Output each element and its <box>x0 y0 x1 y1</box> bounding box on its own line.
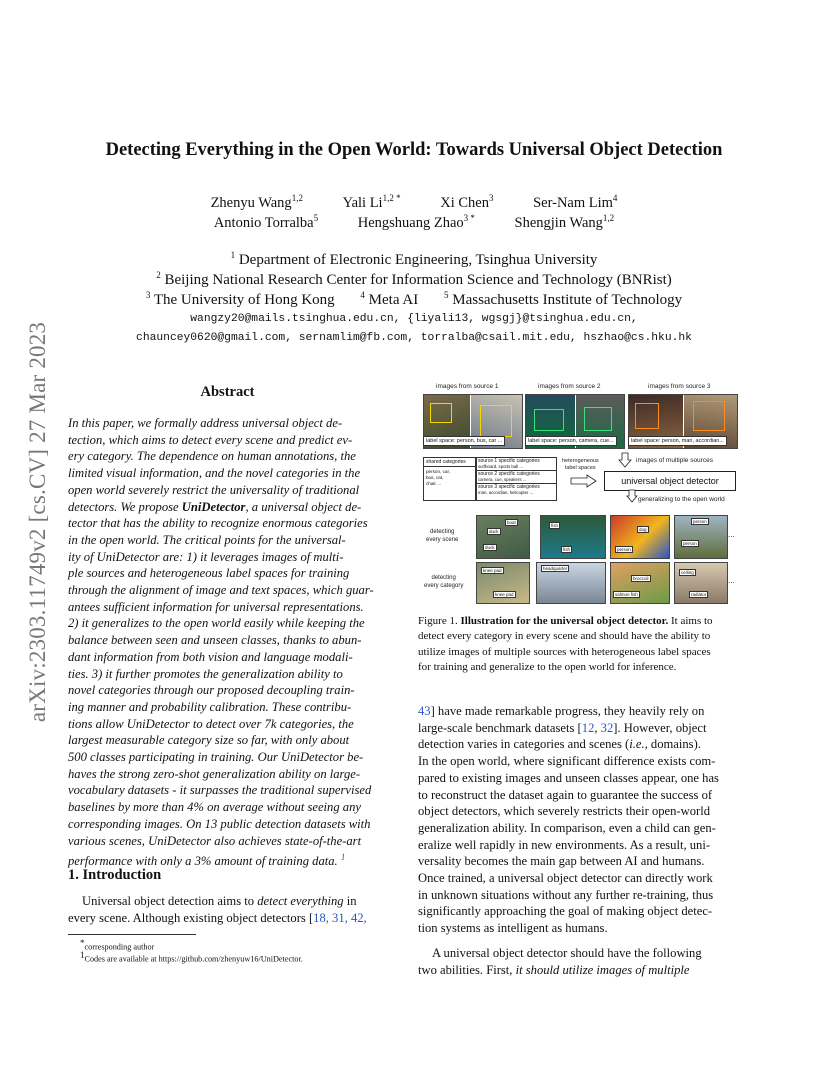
emails-line-2: chauncey0620@gmail.com, sernamlim@fb.com, torralba@csail.mit.edu, hszhao@cs.hku.hk <box>136 332 692 344</box>
shared-categories-box: shared categories person, car, bus, cat, chair ... <box>423 457 477 501</box>
down-arrow-icon <box>626 489 638 503</box>
paper-title: Detecting Everything in the Open World: Towards Universal Object Detection <box>105 140 723 160</box>
category-image: ceiling radiator <box>674 562 728 604</box>
author: Shengjin Wang$^{1,2}$ <box>514 213 615 231</box>
citation-link[interactable]: 43 <box>418 704 431 718</box>
source-3-label: images from source 3 <box>648 383 711 390</box>
label-space-2: label space: person, camera, cue... <box>525 436 617 446</box>
footnote-rule <box>68 934 196 935</box>
authors-line-1 <box>0 193 828 212</box>
source-2-label: images from source 2 <box>538 383 601 390</box>
unidetector-name: UniDetector <box>181 499 246 514</box>
category-image: headquarter <box>536 562 606 604</box>
ellipsis: ... <box>728 576 735 585</box>
arxiv-stamp <box>18 282 58 762</box>
affiliation-1: $^1$ Department of Electronic Engineering, Tsinghua University <box>230 250 598 268</box>
category-image: broccoli salmon fish <box>610 562 670 604</box>
label-space-3: label space: person, man, accordian... <box>628 436 727 446</box>
author: Yali $Li^{1,2 *}$ <box>342 193 401 211</box>
affiliation-2: $^2$ Beijing National Research Center for Information Science and Technology (BNRist) <box>156 270 672 288</box>
scene-image: person person <box>674 515 728 559</box>
figure-1 <box>418 382 740 612</box>
authors-line-2 <box>0 213 828 232</box>
author: Xi Chen$^3$ <box>440 193 494 211</box>
affiliation-3-5: $^3$ The University of Hong Kong $^4$ Meta AI $^5$ Massachusetts Institute of Technology <box>145 290 683 308</box>
author: Ser-Nam Lim$^4$ <box>533 193 618 211</box>
scene-image: boat duck duck <box>476 515 530 559</box>
author: Zhenyu Wang$^{1,2}$ <box>210 193 303 211</box>
heterogeneous-label: heterogeneous label spaces <box>562 458 599 471</box>
multiple-sources-label: images of multiple sources <box>636 457 713 464</box>
every-scene-label: detecting every scene <box>426 529 459 543</box>
scene-image: dog person <box>610 515 670 559</box>
author: Antonio Torralba$^5$ <box>213 213 319 231</box>
every-category-label: detecting every category <box>424 575 464 589</box>
open-world-label: generalizing to the open world <box>638 496 725 503</box>
citation-link[interactable]: 18, 31, 42, <box>313 910 367 925</box>
universal-detector-box: universal object detector <box>604 471 736 491</box>
specific-categories-box: source 1 specific categories surfboard, sports ball ... source 2 specific categories camera, cue, speakers ... source 3 specific categories man, accordian, helicopter ... <box>475 457 557 501</box>
intro-heading: 1. Introduction <box>68 867 162 883</box>
citation-link[interactable]: 12 <box>581 720 595 735</box>
emails-line-1: wangzy20@mails.tsinghua.edu.cn, {liyali13, wgsgj}@tsinghua.edu.cn, <box>190 313 638 325</box>
intro-body-right: 43] have made remarkable progress, they heavily rely on large-scale benchmark datasets [12, 32]. However, object detection varies in categories and scenes (i.e., domains). In the open world, where significant difference exists com- pared to existing images and unseen classes appear, one has to reconstruct the dataset again to guarantee the success of object detectors, which severely restricts their open-world generalization ability. In comparison, even a child can gen- eralize well rapidly in new environments. As a result, uni- versality becomes the main gap between AI and humans. Once trained, a universal object detector can directly work in unknown situations without any further re-training, thus significantly approaching the goal of making object detec- tion systems as intelligent as humans. A universal object detector should have the following two abilities. First, it should utilize images of multiple <box>418 704 719 977</box>
down-arrow-icon <box>618 452 632 468</box>
right-arrow-icon <box>570 474 598 488</box>
source-1-label: images from source 1 <box>436 383 499 390</box>
footnote-2: $^1$Codes are available at https://github.com/zhenyuw16/UniDetector. <box>80 950 303 964</box>
scene-image: fish fish <box>540 515 606 559</box>
footnote-link[interactable]: 1 <box>340 852 346 863</box>
arxiv-id: arXiv:2303.11749v2 [cs.CV] 27 Mar 2023 <box>25 321 50 723</box>
abstract-body: In this paper, we formally address universal object de- tection, which aims to detect every scene and predict ev- ery category. The dependence on human annotations, the limited visual information, and the novel categories in the open world severely restrict the universality of traditional detectors. We propose UniDetector, a universal object de- tector that has the ability to recognize enormous categories in the open world. The critical points for the universal- ity of UniDetector are: 1) it leverages images of multi- ple sources and heterogeneous label spaces for training through the alignment of image and text spaces, which guar- antees sufficient information for universal representations. 2) it generalizes to the open world easily while keeping the balance between seen and unseen classes, thanks to abun- dant information from both vision and language modali- ties. 3) it further promotes the generalization ability to novel categories through our proposed decoupling train- ing manner and probability calibration. These contribu- tions allow UniDetector to detect over 7k categories, the largest measurable category size so far, with only about 500 classes participating in training. Our UniDetector be- haves the strong zero-shot generalization ability on large- vocabulary datasets - it surpasses the traditional supervised baselines by more than 4% on average without seeing any corresponding images. On 13 public detection datasets with various scenes, UniDetector also achieves state-of-the-art performance with only a 3% amount of training data. $^1$ <box>68 416 374 869</box>
figure-caption: Figure 1. Illustration for the universal object detector. It aims to detect every category in every scene and should have the ability to utilize images of multiple sources with heterogeneous label spaces for training and generalize to the open world for inference. <box>418 615 713 674</box>
category-image: knee pad knee pad <box>476 562 530 604</box>
ellipsis: ... <box>728 530 735 539</box>
abstract-heading: Abstract <box>200 384 255 400</box>
label-space-1: label space: person, bus, car ... <box>423 436 505 446</box>
author: Hengshuang Zhao$^{3 *}$ <box>357 213 475 231</box>
footnote-1: *corresponding author <box>80 938 155 952</box>
intro-body-left: Universal object detection aims to detect everything in every scene. Although existing object detectors [18, 31, 42, <box>68 894 367 925</box>
citation-link[interactable]: 32 <box>600 720 614 735</box>
